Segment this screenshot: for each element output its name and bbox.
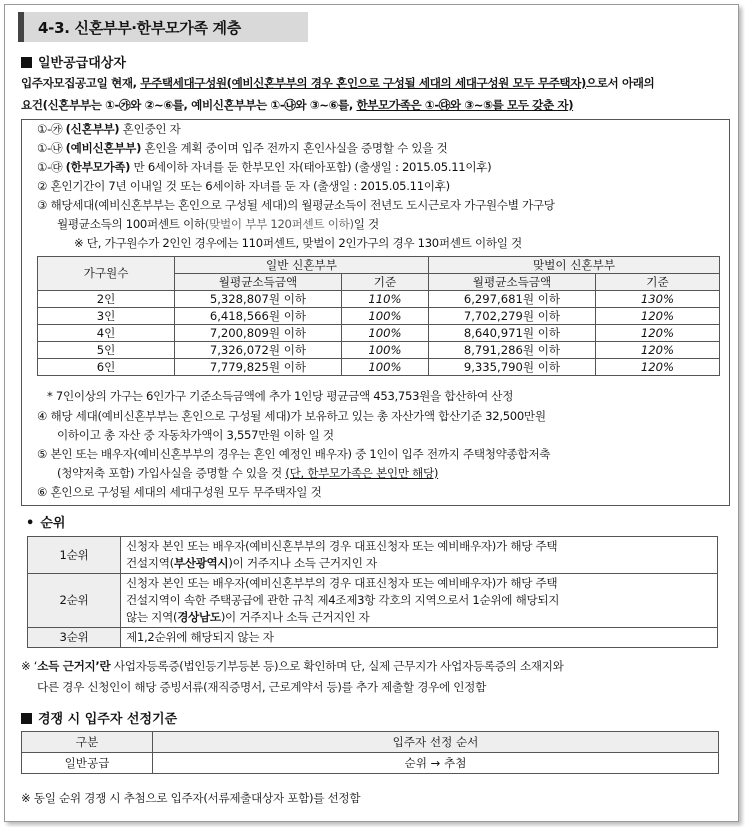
table-row: 4인 7,200,809원 이하 100% 8,640,971원 이하 120% <box>38 325 720 342</box>
col-general-standard: 기준 <box>342 274 429 291</box>
eligibility-intro-line2: 요건(신혼부부는 ①-㉮와 ②~⑥를, 예비신혼부부는 ①-㉯와 ③~⑥를, 한부모가족은 ①-㉰와 ③~⑤를 모두 갖춘 자) <box>21 98 574 112</box>
req-3-footnote: * 7인이상의 가구는 6인가구 기준소득금액에 추가 1인당 평균금액 453,753원을 합산하여 산정 <box>47 389 514 403</box>
table-row: 5인 7,326,072원 이하 100% 8,791,286원 이하 120% <box>38 342 720 359</box>
section-title: 4-3. 신혼부부·한부모가족 계층 <box>38 19 241 37</box>
order-value: 순위 → 추첨 <box>153 753 719 774</box>
req-2: ② 혼인기간이 7년 이내일 것 또는 6세이하 자녀를 둔 자 (출생일 : 2015.05.11이후) <box>37 179 450 193</box>
rank-3-label: 3순위 <box>28 628 121 648</box>
req-3-line1: ③ 해당세대(예비신혼부부는 혼인으로 구성될 세대)의 월평균소득이 전년도 도시근로자 가구원수별 가구당 <box>37 198 555 212</box>
rank-1-desc: 신청자 본인 또는 배우자(예비신혼부부의 경우 대표신청자 또는 예비배우자)가 해당 주택 건설지역(부산광역시)이 거주지나 소득 근거지인 자 <box>121 537 718 574</box>
req-6: ⑥ 혼인으로 구성될 세대의 세대구성원 모두 무주택자일 것 <box>37 485 322 499</box>
table-row: 6인 7,779,825원 이하 100% 9,335,790원 이하 120% <box>38 359 720 376</box>
rank-1-label: 1순위 <box>28 537 121 574</box>
req-4-line1: ④ 해당 세대(예비신혼부부는 혼인으로 구성될 세대)가 보유하고 있는 총 자산가액 합산기준 32,500만원 <box>37 409 546 423</box>
selection-heading: 경쟁 시 입주자 선정기준 <box>21 708 177 727</box>
section-title-bar <box>18 12 308 42</box>
rank-table <box>27 536 718 648</box>
income-table <box>37 256 720 376</box>
req-5-line2: (청약저축 포함) 가입사실을 증명할 수 있을 것 (단, 한부모가족은 본인만 해당) <box>57 466 439 480</box>
square-bullet-icon <box>21 57 32 68</box>
income-base-note-line2: 다른 경우 신청인이 해당 증빙서류(재직증명서, 근로계약서 등)를 추가 제출할 경우에 인정함 <box>37 680 486 694</box>
req-4-line2: 이하이고 총 자산 중 자동차가액이 3,557만원 이하 일 것 <box>57 428 334 442</box>
table-row <box>28 537 718 574</box>
req-3-line2: 월평균소득의 100퍼센트 이하(맞벌이 부부 120퍼센트 이하)일 것 <box>57 217 379 231</box>
col-selection-order: 입주자 선정 순서 <box>153 732 719 753</box>
income-base-note-line1: ※ ‘소득 근거지’란 사업자등록증(법인등기부등본 등)으로 확인하며 단, 실제 근무지가 사업자등록증의 소재지와 <box>21 659 564 673</box>
selection-table <box>21 731 719 774</box>
col-dual-amount: 월평균소득금액 <box>429 274 596 291</box>
general-supply-heading: 일반공급대상자 <box>21 52 126 71</box>
table-row <box>28 574 718 628</box>
req-1a: ①-㉮ (신혼부부) 혼인중인 자 <box>37 122 181 136</box>
selection-note: ※ 동일 순위 경쟁 시 추첨으로 입주자(서류제출대상자 포함)를 선정함 <box>21 791 361 805</box>
col-general-amount: 월평균소득금액 <box>175 274 342 291</box>
col-dual-standard: 기준 <box>596 274 720 291</box>
group-dual-income-couple: 맞벌이 신혼부부 <box>429 257 720 274</box>
table-row <box>28 628 718 648</box>
eligibility-intro-line1: 입주자모집공고일 현재, 무주택세대구성원(예비신혼부부의 경우 혼인으로 구성될 세대의 세대구성원 모두 무주택자)으로서 아래의 <box>21 76 655 90</box>
square-bullet-icon <box>21 713 32 724</box>
rank-3-desc: 제1,2순위에 해당되지 않는 자 <box>121 628 718 648</box>
table-row: 2인 5,328,807원 이하 110% 6,297,681원 이하 130% <box>38 291 720 308</box>
rank-2-desc: 신청자 본인 또는 배우자(예비신혼부부의 경우 대표신청자 또는 예비배우자)가 해당 주택 건설지역이 속한 주택공급에 관한 규칙 제4조제3항 각호의 지역으로서 1순위에 해당되지 않는 지역(경상남도)이 거주지나 소득 근거지인 자 <box>121 574 718 628</box>
req-1c: ①-㉰ (한부모가족) 만 6세이하 자녀를 둔 한부모인 자(태아포함) (출생일 : 2015.05.11이후) <box>37 160 492 174</box>
group-general-couple: 일반 신혼부부 <box>175 257 429 274</box>
table-row <box>22 753 719 774</box>
col-type: 구분 <box>22 732 153 753</box>
req-5-line1: ⑤ 본인 또는 배우자(예비신혼부부의 경우는 혼인 예정인 배우자) 중 1인이 입주 전까지 주택청약종합저축 <box>37 447 551 461</box>
req-3-note: ※ 단, 가구원수가 2인인 경우에는 110퍼센트, 맞벌이 2인가구의 경우 130퍼센트 이하일 것 <box>74 236 522 250</box>
table-row: 3인 6,418,566원 이하 100% 7,702,279원 이하 120% <box>38 308 720 325</box>
rank-heading: • 순위 <box>26 516 66 531</box>
type-value: 일반공급 <box>22 753 153 774</box>
rank-2-label: 2순위 <box>28 574 121 628</box>
req-1b: ①-㉯ (예비신혼부부) 혼인을 계획 중이며 입주 전까지 혼인사실을 증명할 수 있을 것 <box>37 141 448 155</box>
col-household-size: 가구원수 <box>38 257 175 291</box>
